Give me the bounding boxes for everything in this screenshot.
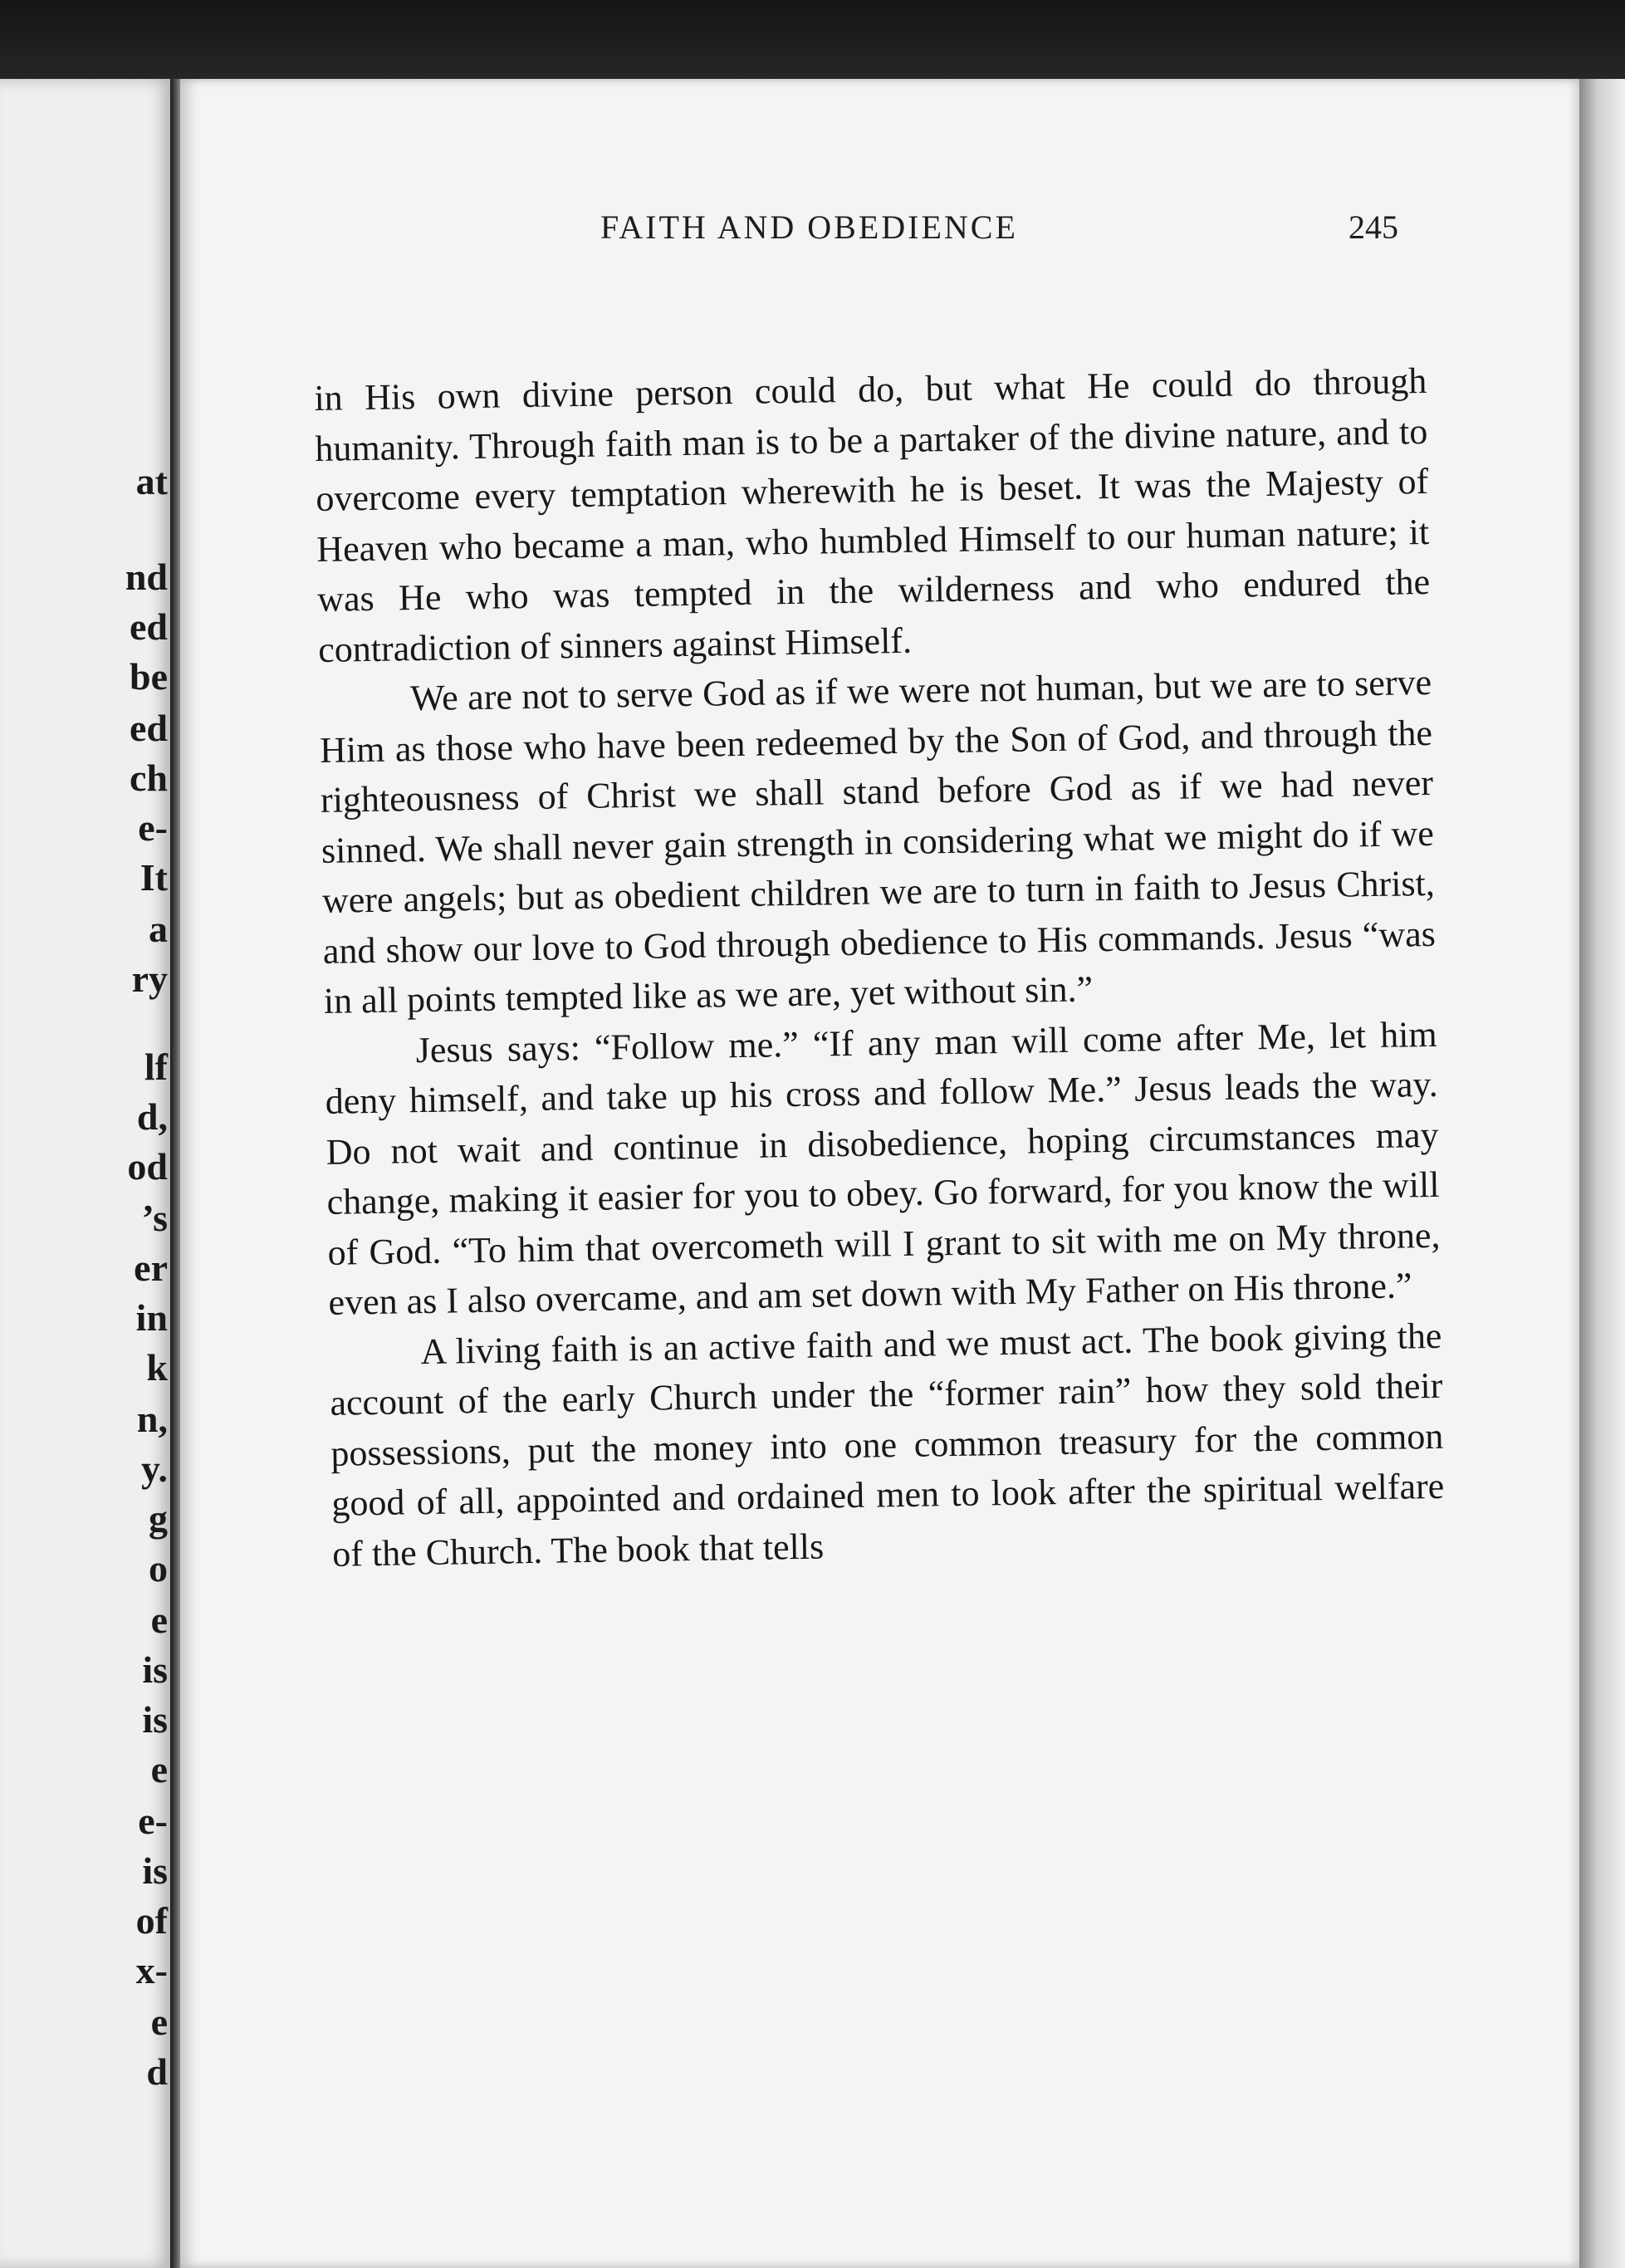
facing-page-fragment: e [150, 1748, 168, 1790]
facing-page-fragment: ed [130, 707, 168, 749]
facing-page-fragment: k [146, 1346, 168, 1389]
facing-page-fragment: in [135, 1296, 168, 1339]
facing-page [0, 79, 174, 2268]
paragraph: in His own divine person could do, but what He could do through humanity. Through faith man is to be a partaker of the divine nature, and to overcome every temptation wherewith he is beset. It was the Majesty of Heaven who became a man, who humbled Himself to our human nature; it was He who was tempted in the wilderness and who endured the contradiction of sinners against Himself. [314, 360, 1431, 670]
facing-page-fragment: is [142, 1698, 168, 1741]
facing-page-fragment: g [149, 1497, 168, 1540]
page-edge [1579, 79, 1625, 2268]
paragraph: Jesus says: “Follow me.” “If any man will come after Me, let him deny himself, and take up his cross and follow Me.” Jesus leads the way. Do not wait and continue in disobedience, hoping circumstances may change, making it easier for you to obey. Go forward, for you know the will of God. “To him that overcometh will I grant to sit with me on My throne, even as I also overcame, and am set down with My Father on His throne.” [325, 1013, 1441, 1323]
facing-page-fragment: ’s [141, 1197, 168, 1239]
running-head-title: FAITH AND OBEDIENCE [600, 208, 1018, 246]
facing-page-fragment: y. [141, 1448, 168, 1490]
facing-page-fragment: ry [131, 958, 168, 1000]
paragraph: A living faith is an active faith and we must act. The book giving the account of the early Church under the “former rain” how they sold their possessions, put the money into one common treasury for the common good of all, appointed and ordained men to look after the spiritual welfare of the Church. The book that tells [330, 1315, 1445, 1575]
facing-page-fragment: of [135, 1899, 168, 1942]
page-body [314, 356, 1446, 1580]
facing-page-fragment: at [135, 460, 168, 502]
facing-page-fragment: od [127, 1145, 168, 1188]
facing-page-fragment: e [150, 2001, 168, 2043]
facing-page-fragment: x- [135, 1949, 168, 1991]
facing-page-fragment: er [134, 1247, 168, 1289]
facing-page-fragment: d, [136, 1095, 168, 1138]
facing-page-fragment: ed [130, 605, 168, 648]
facing-page-fragment: o [149, 1547, 168, 1590]
facing-page-fragment: n, [136, 1398, 168, 1440]
facing-page-fragment: e- [138, 806, 168, 849]
facing-page-fragment: nd [125, 556, 168, 598]
facing-page-fragment: It [139, 856, 168, 899]
facing-page-fragment: be [130, 655, 168, 698]
facing-page-fragment: e [150, 1599, 168, 1641]
facing-page-fragment: ch [130, 757, 168, 799]
facing-page-fragment: lf [144, 1046, 168, 1088]
facing-page-fragment: a [149, 908, 168, 950]
facing-page-fragment: d [146, 2050, 168, 2093]
paragraph: We are not to serve God as if we were not human, but we are to serve Him as those who have been redeemed by the Son of God, and through the righteousness of Christ we shall stand before God as if we had never sinned. We shall never gain strength in considering what we might do if we were angels; but as obedient children we are to turn in faith to Jesus Christ, and show our love to God through obedience to His commands. Jesus “was in all points tempted like as we are, yet without sin.” [319, 661, 1437, 1021]
facing-page-fragment: e- [138, 1800, 168, 1842]
book-gutter [170, 79, 180, 2268]
page-number: 245 [1348, 208, 1398, 246]
facing-page-fragment: is [142, 1648, 168, 1691]
facing-page-fragment: is [142, 1849, 168, 1892]
